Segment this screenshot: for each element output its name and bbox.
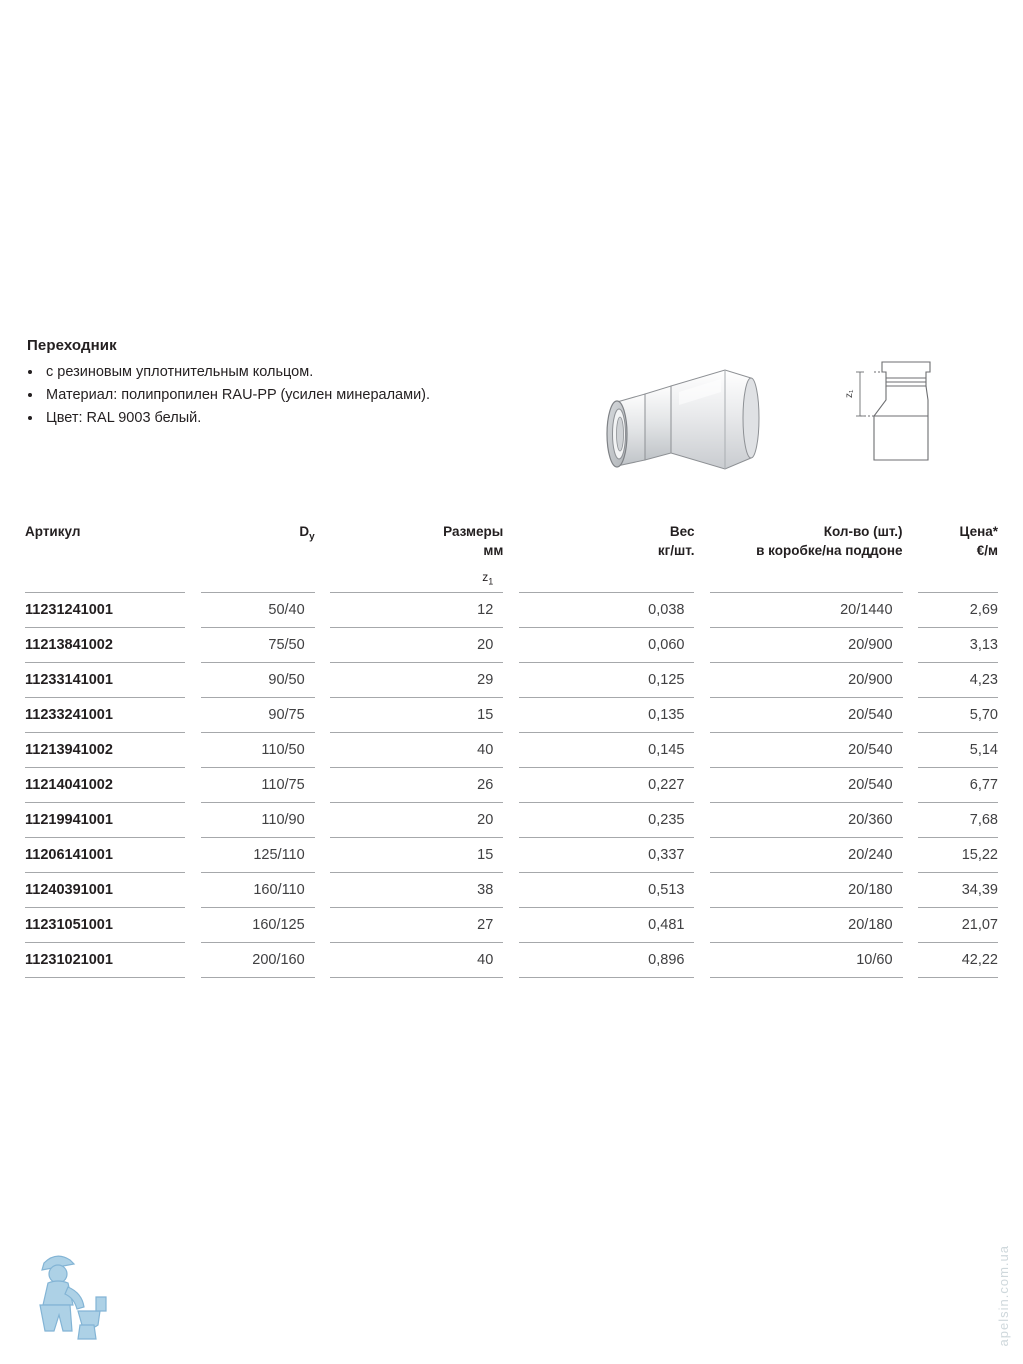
- column-gap: [185, 663, 201, 698]
- cell-z1: 40: [330, 943, 503, 978]
- column-gap: [903, 768, 919, 803]
- bullet-icon: [28, 416, 32, 420]
- column-gap: [315, 943, 331, 978]
- column-gap: [503, 663, 519, 698]
- column-gap: [694, 838, 710, 873]
- specification-table: [25, 522, 998, 978]
- feature-text: Цвет: RAL 9003 белый.: [46, 410, 202, 426]
- column-gap: [503, 943, 519, 978]
- column-gap: [503, 628, 519, 663]
- column-gap: [185, 768, 201, 803]
- column-gap: [315, 838, 331, 873]
- column-gap: [694, 768, 710, 803]
- cell-z1: 15: [330, 698, 503, 733]
- cell-z1: 20: [330, 628, 503, 663]
- column-header-quantity-line2: в коробке/на поддоне: [756, 543, 903, 558]
- cell-weight: 0,125: [519, 663, 695, 698]
- column-gap: [903, 873, 919, 908]
- column-gap: [315, 803, 331, 838]
- cell-dy: 110/75: [201, 768, 315, 803]
- column-gap: [903, 698, 919, 733]
- cell-price: 3,13: [918, 628, 998, 663]
- cell-article: 11233241001: [25, 698, 185, 733]
- column-gap: [503, 873, 519, 908]
- column-gap: [694, 698, 710, 733]
- column-gap: [694, 562, 710, 593]
- column-gap: [694, 628, 710, 663]
- column-gap: [503, 908, 519, 943]
- cell-quantity: 20/180: [710, 873, 902, 908]
- cell-article: 11231051001: [25, 908, 185, 943]
- column-gap: [903, 908, 919, 943]
- feature-text: Материал: полипропилен RAU-PP (усилен минералами).: [46, 387, 431, 403]
- column-header-weight-line1: Вес: [669, 524, 695, 539]
- cell-z1: 40: [330, 733, 503, 768]
- cell-article: 11231021001: [25, 943, 185, 978]
- column-gap: [315, 628, 331, 663]
- cell-price: 4,23: [918, 663, 998, 698]
- table-row: [25, 943, 998, 978]
- column-gap: [503, 522, 519, 562]
- column-header-price-line2: €/м: [976, 543, 998, 558]
- column-gap: [315, 562, 331, 593]
- column-gap: [185, 698, 201, 733]
- column-gap: [185, 733, 201, 768]
- cell-z1: 29: [330, 663, 503, 698]
- column-gap: [503, 803, 519, 838]
- cell-weight: 0,227: [519, 768, 695, 803]
- cell-weight: 0,135: [519, 698, 695, 733]
- column-gap: [694, 943, 710, 978]
- cell-dy: 160/110: [201, 873, 315, 908]
- cell-price: 2,69: [918, 593, 998, 628]
- column-header-article: Артикул: [25, 524, 81, 539]
- cell-price: 42,22: [918, 943, 998, 978]
- dimension-label-z1: z₁: [844, 389, 855, 398]
- column-gap: [903, 733, 919, 768]
- cell-dy: 200/160: [201, 943, 315, 978]
- column-gap: [185, 522, 201, 562]
- cell-weight: 0,337: [519, 838, 695, 873]
- cell-quantity: 20/900: [710, 663, 902, 698]
- column-gap: [185, 803, 201, 838]
- cell-dy: 75/50: [201, 628, 315, 663]
- table-row: [25, 803, 998, 838]
- cell-quantity: 10/60: [710, 943, 902, 978]
- cell-price: 15,22: [918, 838, 998, 873]
- subheader-empty: [25, 562, 185, 593]
- table-row: [25, 733, 998, 768]
- column-gap: [315, 908, 331, 943]
- column-header-quantity: [710, 522, 902, 562]
- fitting-photo: [575, 352, 775, 497]
- column-gap: [185, 873, 201, 908]
- column-header-price: [918, 522, 998, 562]
- cell-dy: 90/75: [201, 698, 315, 733]
- product-title: Переходник: [27, 337, 117, 354]
- cell-quantity: 20/540: [710, 768, 902, 803]
- column-gap: [185, 593, 201, 628]
- table-row: [25, 698, 998, 733]
- column-gap: [315, 663, 331, 698]
- column-gap: [503, 593, 519, 628]
- feature-text: с резиновым уплотнительным кольцом.: [46, 364, 314, 380]
- cell-z1: 27: [330, 908, 503, 943]
- column-header-weight: [519, 522, 695, 562]
- fitting-dimension-drawing: [828, 352, 968, 497]
- product-description: [27, 337, 567, 430]
- subheader-empty: [918, 562, 998, 593]
- cell-price: 34,39: [918, 873, 998, 908]
- cell-quantity: 20/1440: [710, 593, 902, 628]
- column-gap: [694, 908, 710, 943]
- column-gap: [694, 733, 710, 768]
- table-row: [25, 838, 998, 873]
- cell-weight: 0,896: [519, 943, 695, 978]
- list-item: [27, 407, 567, 430]
- plumber-logo: [22, 1241, 117, 1346]
- cell-quantity: 20/900: [710, 628, 902, 663]
- cell-dy: 50/40: [201, 593, 315, 628]
- column-gap: [185, 628, 201, 663]
- column-gap: [903, 663, 919, 698]
- column-header-size: [330, 522, 503, 562]
- list-item: [27, 384, 567, 407]
- column-gap: [694, 663, 710, 698]
- table-row: [25, 768, 998, 803]
- cell-dy: 110/90: [201, 803, 315, 838]
- cell-weight: 0,235: [519, 803, 695, 838]
- cell-price: 7,68: [918, 803, 998, 838]
- column-gap: [315, 733, 331, 768]
- table-row: [25, 873, 998, 908]
- cell-z1: 12: [330, 593, 503, 628]
- cell-z1: 15: [330, 838, 503, 873]
- cell-dy: 160/125: [201, 908, 315, 943]
- cell-weight: 0,513: [519, 873, 695, 908]
- table-row: [25, 908, 998, 943]
- column-header-price-line1: Цена*: [959, 524, 998, 539]
- column-header-weight-line2: кг/шт.: [657, 543, 695, 558]
- column-gap: [185, 943, 201, 978]
- column-gap: [903, 943, 919, 978]
- cell-price: 6,77: [918, 768, 998, 803]
- column-gap: [185, 562, 201, 593]
- cell-article: 11213941002: [25, 733, 185, 768]
- cell-weight: 0,145: [519, 733, 695, 768]
- cell-weight: 0,038: [519, 593, 695, 628]
- subheader-empty: [519, 562, 695, 593]
- table-subheader-row: [25, 562, 998, 593]
- table-row: [25, 628, 998, 663]
- cell-article: 11231241001: [25, 593, 185, 628]
- cell-price: 5,14: [918, 733, 998, 768]
- column-header-dy-sub: y: [309, 531, 315, 543]
- watermark: apelsin.com.ua: [996, 1244, 1011, 1346]
- cell-quantity: 20/540: [710, 698, 902, 733]
- table-row: [25, 593, 998, 628]
- column-gap: [694, 873, 710, 908]
- cell-z1: 38: [330, 873, 503, 908]
- table-row: [25, 663, 998, 698]
- column-gap: [503, 838, 519, 873]
- cell-quantity: 20/540: [710, 733, 902, 768]
- cell-article: 11219941001: [25, 803, 185, 838]
- column-gap: [903, 838, 919, 873]
- column-gap: [694, 522, 710, 562]
- column-gap: [315, 698, 331, 733]
- cell-quantity: 20/240: [710, 838, 902, 873]
- cell-article: 11214041002: [25, 768, 185, 803]
- subheader-empty: [710, 562, 902, 593]
- column-gap: [503, 768, 519, 803]
- cell-dy: 125/110: [201, 838, 315, 873]
- column-header-dy: [201, 522, 315, 562]
- column-gap: [315, 873, 331, 908]
- column-gap: [185, 838, 201, 873]
- cell-weight: 0,481: [519, 908, 695, 943]
- column-gap: [903, 562, 919, 593]
- cell-price: 21,07: [918, 908, 998, 943]
- column-gap: [315, 593, 331, 628]
- column-gap: [694, 593, 710, 628]
- table-body: [25, 593, 998, 978]
- cell-z1: 26: [330, 768, 503, 803]
- column-header-size-line1: Размеры: [443, 524, 504, 539]
- cell-quantity: 20/360: [710, 803, 902, 838]
- bullet-icon: [28, 370, 32, 374]
- column-gap: [315, 768, 331, 803]
- column-header-size-line2: мм: [483, 543, 504, 558]
- cell-price: 5,70: [918, 698, 998, 733]
- column-gap: [903, 522, 919, 562]
- list-item: [27, 361, 567, 384]
- subheader-z1-index: 1: [488, 576, 494, 587]
- cell-article: 11213841002: [25, 628, 185, 663]
- column-header-dy-text: D: [299, 524, 310, 539]
- column-gap: [185, 908, 201, 943]
- cell-article: 11240391001: [25, 873, 185, 908]
- cell-article: 11233141001: [25, 663, 185, 698]
- column-gap: [694, 803, 710, 838]
- column-gap: [503, 562, 519, 593]
- column-gap: [503, 698, 519, 733]
- table-header-row: [25, 522, 998, 562]
- cell-weight: 0,060: [519, 628, 695, 663]
- cell-dy: 90/50: [201, 663, 315, 698]
- bullet-icon: [28, 393, 32, 397]
- subheader-z1-text: z: [482, 570, 489, 584]
- cell-dy: 110/50: [201, 733, 315, 768]
- column-gap: [315, 522, 331, 562]
- cell-article: 11206141001: [25, 838, 185, 873]
- subheader-empty: [201, 562, 315, 593]
- column-gap: [903, 593, 919, 628]
- column-header-quantity-line1: Кол-во (шт.): [823, 524, 903, 539]
- cell-quantity: 20/180: [710, 908, 902, 943]
- column-gap: [903, 803, 919, 838]
- cell-z1: 20: [330, 803, 503, 838]
- column-gap: [503, 733, 519, 768]
- column-gap: [903, 628, 919, 663]
- product-feature-list: [27, 361, 567, 430]
- subheader-z1: [330, 562, 503, 593]
